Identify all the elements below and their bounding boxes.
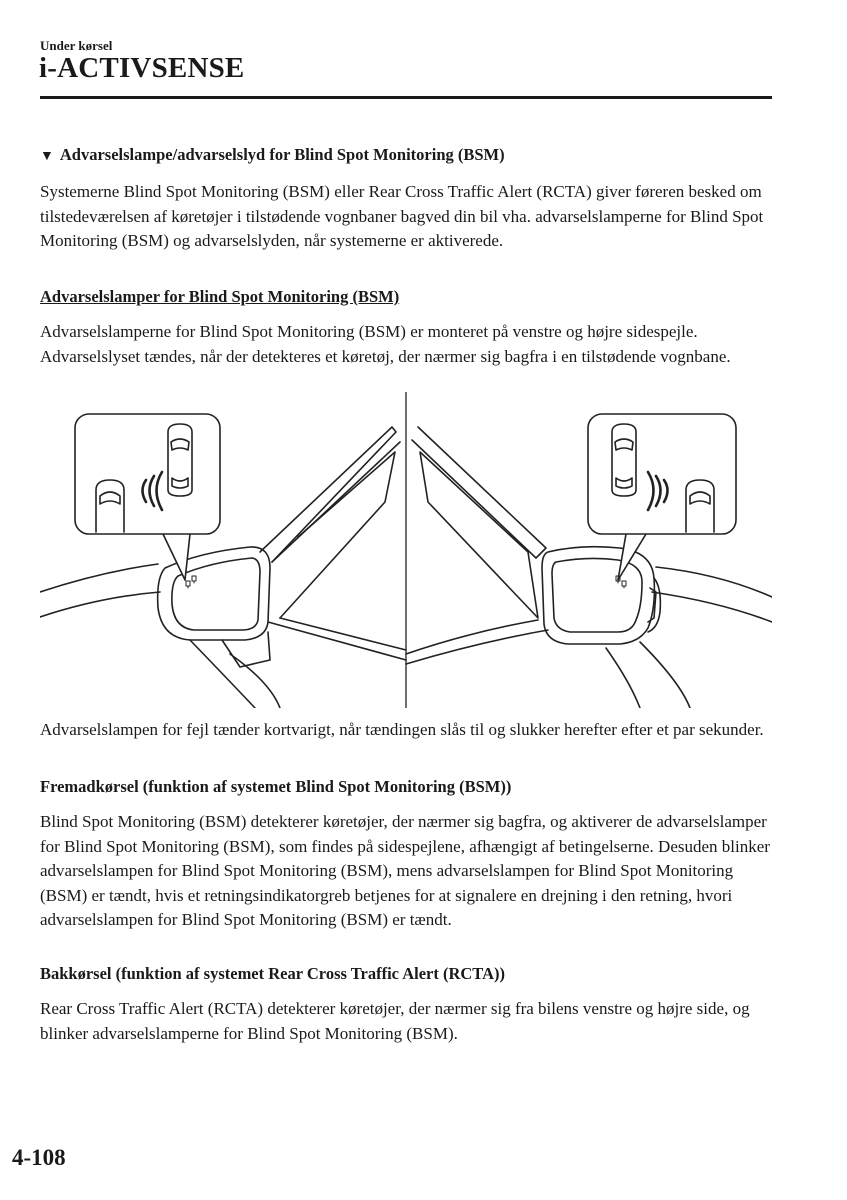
chapter-label: Under kørsel [40, 38, 113, 53]
forward-paragraph: Blind Spot Monitoring (BSM) detekterer køretøjer, der nærmer sig bagfra, og aktiverer de advarselslamper for Blind Spot Monitoring (BSM), som findes på sidespejlene, afhængigt af betingelserne. Desuden blinker advarselslampen for Blind Spot Monitoring (BSM), mens advarselslampen for Blind Spot Monitoring (BSM) er tændt, hvis et retningsindikatorgreb betjenes for at signalere en drejning i den retning, hvori advarselslampen for Blind Spot Monitoring (BSM) er tændt. [40, 812, 770, 929]
reverse-paragraph: Rear Cross Traffic Alert (RCTA) detekterer køretøjer, der nærmer sig fra bilens venstre og højre side, og blinker advarselslamperne for Blind Spot Monitoring (BSM). [40, 999, 750, 1043]
forward-heading: Fremadkørsel (funktion af systemet Blind Spot Monitoring (BSM)) [40, 777, 512, 796]
left-side-mirror-icon [158, 547, 270, 640]
right-bsm-indicator-icon [616, 576, 626, 588]
title-rule [40, 96, 772, 99]
left-bsm-indicator-icon [186, 576, 196, 588]
section-heading-text: Advarselslampe/advarselslyd for Blind Spot Monitoring (BSM) [59, 145, 505, 164]
intro-paragraph: Systemerne Blind Spot Monitoring (BSM) eller Rear Cross Traffic Alert (RCTA) giver føreren besked om tilstedeværelsen af køretøjer i tilstødende vognbaner bagved din bil vha. advarselslamperne for Blind Spot Monitoring (BSM) og advarselslyden, når systemerne er aktiverede. [40, 182, 764, 250]
lamps-paragraph: Advarselslamperne for Blind Spot Monitoring (BSM) er monteret på venstre og højre sidespejle. Advarselslyset tændes, når der detekteres et køretøj, der nærmer sig bagfra i en tilstødende vognbane. [40, 322, 731, 366]
page-number: 4-108 [12, 1145, 66, 1170]
right-mirror-scene [406, 414, 772, 708]
bsm-mirror-illustration [40, 392, 772, 708]
section-heading [40, 145, 780, 165]
lamps-heading: Advarselslamper for Blind Spot Monitoring (BSM) [40, 287, 400, 306]
reverse-heading: Bakkørsel (funktion af systemet Rear Cross Traffic Alert (RCTA)) [40, 964, 505, 983]
left-mirror-scene [40, 414, 406, 708]
after-figure-paragraph: Advarselslampen for fejl tænder kortvarigt, når tændingen slås til og slukker herefter efter et par sekunder. [40, 720, 764, 739]
page-title: i-ACTIVSENSE [39, 52, 245, 84]
triangle-marker-icon: ▼ [40, 149, 54, 164]
